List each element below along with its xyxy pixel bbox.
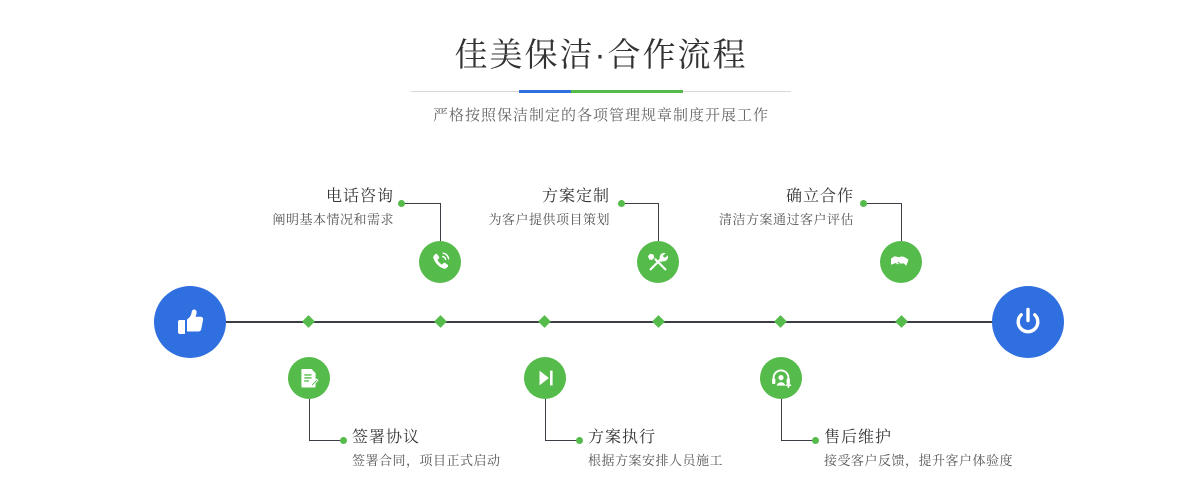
connector-dot-5 bbox=[860, 200, 867, 207]
step-title-4: 方案执行 bbox=[588, 429, 657, 446]
step-icon-1 bbox=[419, 241, 461, 283]
step-label-6 bbox=[824, 427, 1084, 471]
play-forward-icon bbox=[533, 366, 557, 390]
step-label-1 bbox=[238, 186, 394, 230]
document-pen-icon bbox=[297, 366, 321, 390]
connector-line-4-h bbox=[545, 440, 579, 441]
tools-icon bbox=[646, 250, 670, 274]
step-icon-3 bbox=[637, 241, 679, 283]
connector-line-4-v bbox=[545, 399, 546, 441]
step-desc-3: 为客户提供项目策划 bbox=[488, 212, 610, 227]
step-desc-2: 签署合同，项目正式启动 bbox=[352, 453, 501, 468]
axis-marker bbox=[538, 315, 551, 328]
connector-line-3-h bbox=[624, 203, 658, 204]
page-subtitle: 严格按照保洁制定的各项管理规章制度开展工作 bbox=[432, 107, 769, 124]
connector-dot-3 bbox=[618, 200, 625, 207]
axis-marker bbox=[774, 315, 787, 328]
connector-line-5-h bbox=[866, 203, 901, 204]
axis-marker bbox=[895, 315, 908, 328]
step-icon-4 bbox=[524, 357, 566, 399]
step-title-5: 确立合作 bbox=[785, 188, 854, 205]
handshake-icon bbox=[889, 250, 913, 274]
phone-ring-icon bbox=[428, 250, 452, 274]
connector-line-6-h bbox=[781, 440, 815, 441]
timeline-start-node bbox=[154, 286, 226, 358]
thumbs-up-icon bbox=[171, 303, 209, 341]
connector-dot-1 bbox=[398, 200, 405, 207]
axis-marker bbox=[434, 315, 447, 328]
power-icon bbox=[1009, 303, 1047, 341]
connector-line-6-v bbox=[781, 399, 782, 441]
step-label-5 bbox=[696, 186, 854, 230]
connector-line-2-v bbox=[309, 399, 310, 441]
step-icon-6 bbox=[760, 357, 802, 399]
connector-dot-2 bbox=[340, 437, 347, 444]
step-desc-1: 阐明基本情况和需求 bbox=[272, 212, 394, 227]
connector-dot-6 bbox=[812, 437, 819, 444]
connector-line-1-v bbox=[440, 203, 441, 241]
connector-line-5-v bbox=[901, 203, 902, 241]
axis-marker bbox=[652, 315, 665, 328]
step-title-6: 售后维护 bbox=[824, 429, 893, 446]
step-title-3: 方案定制 bbox=[541, 188, 610, 205]
connector-line-3-v bbox=[658, 203, 659, 241]
page-title: 佳美保洁·合作流程 bbox=[454, 36, 748, 73]
step-desc-6: 接受客户反馈，提升客户体验度 bbox=[824, 453, 1014, 468]
connector-dot-4 bbox=[576, 437, 583, 444]
headset-add-icon bbox=[769, 366, 793, 390]
step-desc-5: 清洁方案通过客户评估 bbox=[718, 212, 854, 227]
step-icon-5 bbox=[880, 241, 922, 283]
step-icon-2 bbox=[288, 357, 330, 399]
connector-line-1-h bbox=[404, 203, 440, 204]
step-desc-4: 根据方案安排人员施工 bbox=[588, 453, 724, 468]
step-label-3 bbox=[452, 186, 610, 230]
step-label-2 bbox=[352, 427, 582, 471]
connector-line-2-h bbox=[309, 440, 343, 441]
step-title-2: 签署协议 bbox=[352, 429, 421, 446]
step-label-4 bbox=[588, 427, 828, 471]
timeline-end-node bbox=[992, 286, 1064, 358]
step-title-1: 电话咨询 bbox=[325, 188, 394, 205]
axis-marker bbox=[302, 315, 315, 328]
